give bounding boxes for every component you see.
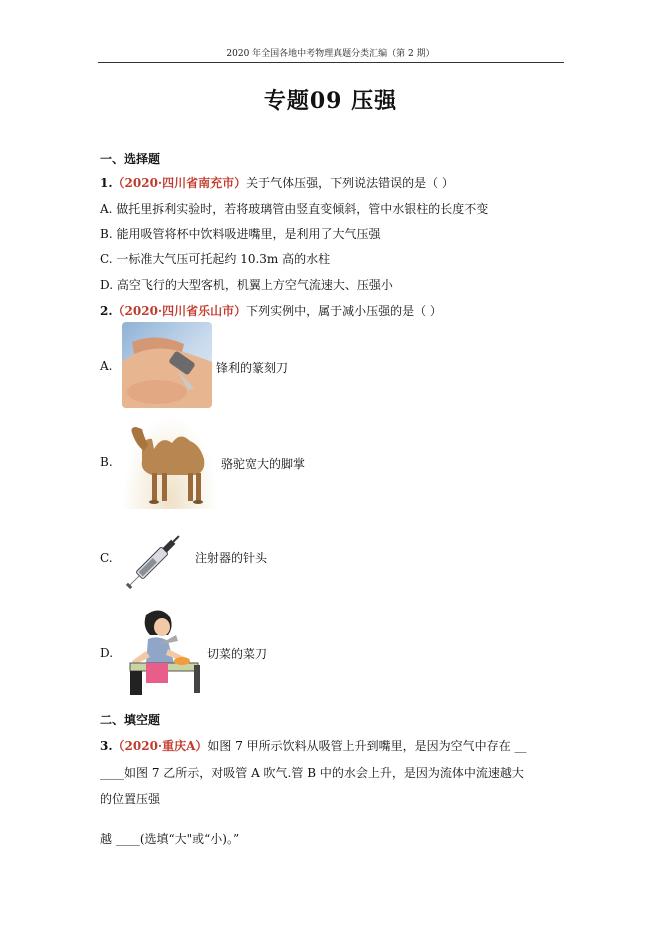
question-stem: 下列实例中，属于减小压强的是（ ） bbox=[246, 304, 442, 318]
section-heading-fill: 二、填空题 bbox=[100, 713, 161, 727]
question-text-line-1: 如图 7 甲所示饮料从吸管上升到嘴里，是因为空气中存在 __ bbox=[207, 739, 527, 753]
page-title: 专题09 压强 bbox=[263, 88, 398, 114]
question-3 bbox=[100, 737, 527, 754]
running-header: 2020 年全国各地中考物理真题分类汇编（第 2 期） bbox=[226, 49, 435, 59]
option-a: A. 做托里拆利实验时，若将玻璃管由竖直变倾斜，管中水银柱的长度不变 bbox=[100, 202, 489, 216]
camel-photo bbox=[122, 415, 218, 509]
option-b-caption: 骆驼宽大的脚掌 bbox=[221, 457, 306, 471]
option-c-caption: 注射器的针头 bbox=[195, 551, 268, 565]
question-source: （2020·四川省南充市） bbox=[112, 176, 247, 190]
option-d-letter: D. bbox=[100, 646, 114, 660]
option-d: D. 高空飞行的大型客机，机翼上方空气流速大、压强小 bbox=[100, 278, 393, 292]
question-stem: 关于气体压强，下列说法错误的是（ ） bbox=[246, 176, 454, 190]
question-1 bbox=[100, 174, 454, 191]
option-b: B. 能用吸管将杯中饮料吸进嘴里，是利用了大气压强 bbox=[100, 227, 381, 241]
question-text-line-3: 的位置压强 bbox=[100, 792, 161, 806]
option-b-letter: B. bbox=[100, 455, 113, 469]
syringe-illustration bbox=[124, 526, 190, 590]
carving-knife-photo bbox=[122, 322, 212, 408]
option-c-letter: C. bbox=[100, 551, 113, 565]
question-number: 2. bbox=[100, 304, 113, 318]
section-heading-choice: 一、选择题 bbox=[100, 152, 161, 166]
question-text-line-4: 越 ____(选填“大"或“小)。” bbox=[100, 832, 240, 846]
option-c: C. 一标准大气压可托起约 10.3m 高的水柱 bbox=[100, 252, 331, 266]
question-source: （2020·四川省乐山市） bbox=[112, 304, 247, 318]
option-a-caption: 锋利的篆刻刀 bbox=[216, 361, 289, 375]
option-a-letter: A. bbox=[100, 359, 113, 373]
cutting-vegetables-illustration bbox=[124, 605, 204, 697]
question-2 bbox=[100, 302, 442, 319]
header-rule bbox=[98, 62, 564, 63]
question-source: （2020·重庆A） bbox=[112, 739, 208, 753]
question-text-line-2: ____如图 7 乙所示，对吸管 A 吹气.管 B 中的水会上升，是因为流体中流速越大 bbox=[100, 766, 524, 780]
question-number: 1. bbox=[100, 176, 113, 190]
option-d-caption: 切菜的菜刀 bbox=[207, 647, 268, 661]
question-number: 3. bbox=[100, 739, 113, 753]
